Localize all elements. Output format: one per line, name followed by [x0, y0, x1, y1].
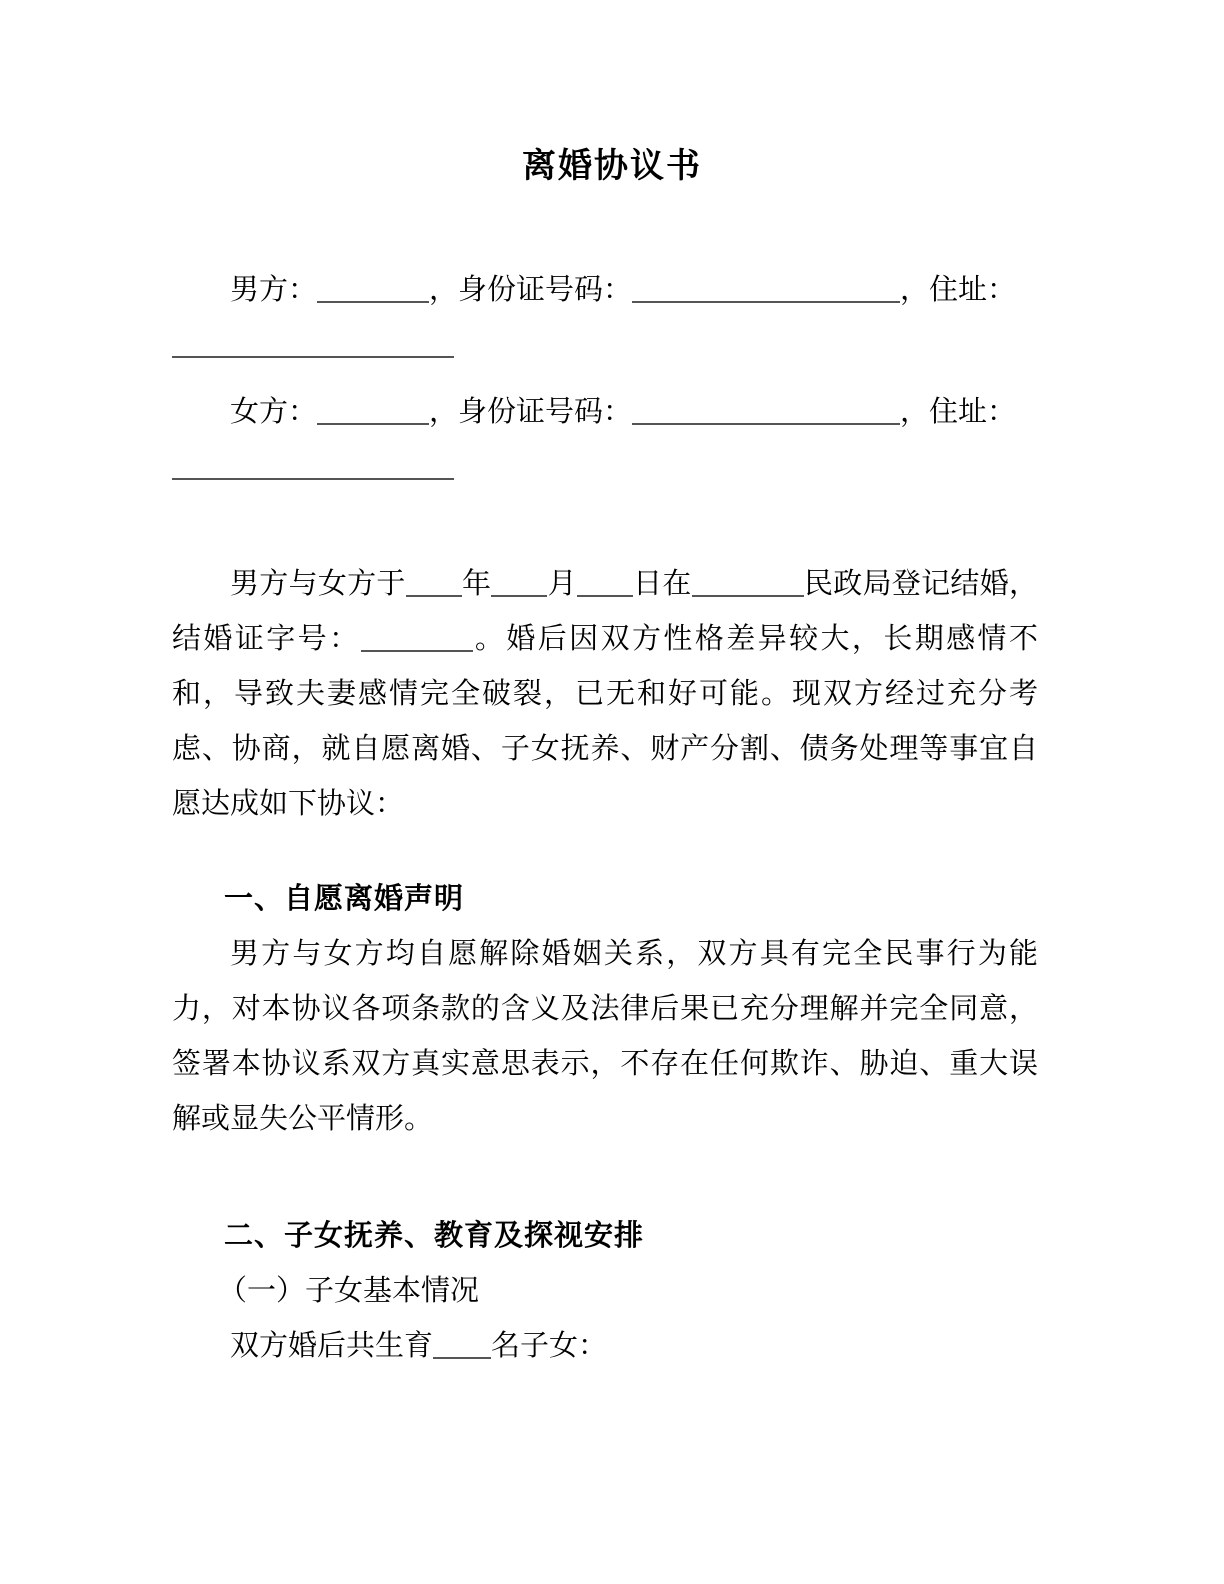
- husband-name-blank[interactable]: [317, 279, 429, 303]
- preamble-segment-tail: 。婚后因双方性格差异较大，长期感情不和，导致夫妻感情完全破裂，已无和好可能。现双方经过充分考虑、协商，就自愿离婚、子女抚养、财产分割、债务处理等事宜自愿达成如下协议：: [172, 621, 1038, 820]
- preamble-paragraph: [172, 556, 1038, 831]
- marriage-year-blank[interactable]: [406, 573, 462, 597]
- wife-name-blank[interactable]: [317, 401, 429, 425]
- wife-address-blank[interactable]: [172, 456, 454, 480]
- day-label: 日在: [632, 566, 692, 600]
- section-1-paragraph-1: 男方与女方均自愿解除婚姻关系，双方具有完全民事行为能力，对本协议各项条款的含义及法律后果已充分理解并完全同意，签署本协议系双方真实意思表示，不存在任何欺诈、胁迫、重大误解或显失公平情形。: [172, 936, 1038, 1135]
- party-line-wife: [172, 384, 1038, 439]
- husband-address-line: [172, 317, 1038, 372]
- spacer: [172, 494, 1038, 556]
- children-count-blank[interactable]: [433, 1335, 491, 1359]
- wife-name-label: 女方：: [230, 394, 318, 428]
- month-label: 月: [547, 566, 577, 600]
- page-title: 离婚协议书: [522, 146, 702, 186]
- wife-id-label: ，身份证号码：: [429, 394, 633, 428]
- marriage-month-blank[interactable]: [491, 573, 547, 597]
- husband-id-label: ，身份证号码：: [429, 272, 633, 306]
- husband-id-blank[interactable]: [632, 279, 900, 303]
- document-body: [172, 262, 1038, 1373]
- preamble-segment-intro: 男方与女方于: [230, 566, 406, 600]
- marriage-bureau-blank[interactable]: [692, 573, 804, 597]
- husband-address-blank[interactable]: [172, 334, 454, 358]
- section-heading-2: 二、子女抚养、教育及探视安排: [224, 1218, 645, 1252]
- spacer: [172, 831, 1038, 871]
- children-count-prefix: 双方婚后共生育: [230, 1328, 434, 1362]
- party-line-husband: [172, 262, 1038, 317]
- section-2-subheading-1: （一）子女基本情况: [218, 1273, 480, 1307]
- husband-name-label: 男方：: [230, 272, 318, 306]
- wife-address-label: ，住址：: [900, 394, 1017, 428]
- marriage-certificate-number-blank[interactable]: [361, 628, 473, 652]
- wife-id-blank[interactable]: [632, 401, 900, 425]
- children-count-suffix: 名子女：: [491, 1328, 608, 1362]
- wife-address-line: [172, 439, 1038, 494]
- spacer: [172, 1146, 1038, 1208]
- marriage-day-blank[interactable]: [577, 573, 633, 597]
- bureau-label: 民政局登记结婚，结婚证字号：: [172, 566, 1038, 655]
- children-count-line: [172, 1318, 1038, 1373]
- year-label: 年: [461, 566, 492, 600]
- section-heading-1: 一、自愿离婚声明: [224, 881, 465, 915]
- spacer: [172, 372, 1038, 384]
- husband-address-label: ，住址：: [900, 272, 1017, 306]
